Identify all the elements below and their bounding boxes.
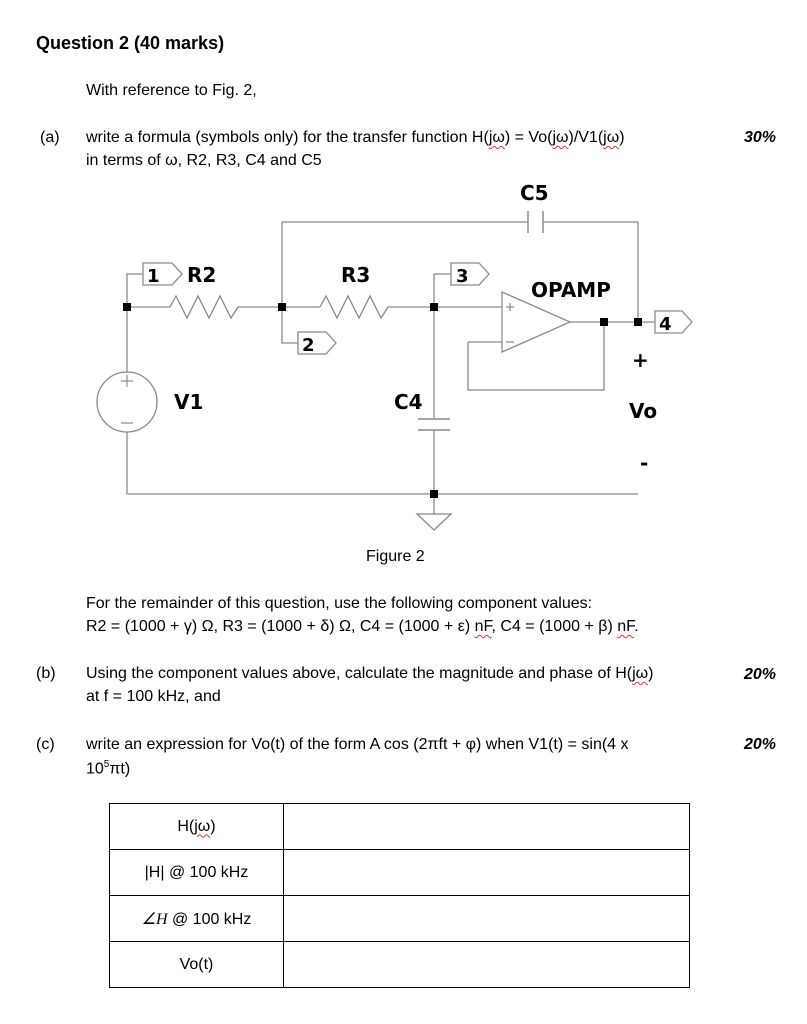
values-intro: For the remainder of this question, use the following component values: [86,595,593,612]
c4-label: C4 [394,390,423,414]
row-magnitude-label: |H| @ 100 kHz [110,850,284,896]
node-1-label: 1 [147,266,160,287]
table-row [110,850,690,896]
v1-label: V1 [174,390,204,414]
part-a-line2: in terms of ω, R2, R3, C4 and C5 [86,152,322,169]
part-a-label: (a) [40,129,60,146]
part-c-label: (c) [36,736,55,753]
row-magnitude-answer-cell[interactable] [284,850,690,896]
part-a-line1: write a formula (symbols only) for the transfer function H(jω) = Vo(jω)/V1(jω) [86,129,625,146]
node-4-label: 4 [659,314,672,335]
row-h-answer-cell[interactable] [284,804,690,850]
part-b-label: (b) [36,665,56,682]
answer-table [109,803,690,988]
intro-text: With reference to Fig. 2, [86,82,257,99]
figure-caption: Figure 2 [366,548,425,565]
question-title: Question 2 (40 marks) [36,33,225,53]
node-2-label: 2 [302,335,315,356]
table-row [110,942,690,988]
r3-label: R3 [341,263,371,287]
table-row [110,896,690,942]
opamp-label: OPAMP [531,278,611,302]
part-c-marks: 20% [744,736,777,753]
part-b-line1: Using the component values above, calculate the magnitude and phase of H(jω) [86,665,654,682]
part-b-marks: 20% [744,666,777,683]
row-vo-answer-cell[interactable] [284,942,690,988]
node-3-label: 3 [456,266,469,287]
part-c-line2: $10^5\pi t$) [86,759,131,778]
part-a-marks: 30% [744,129,777,146]
r2-label: R2 [187,263,217,287]
vo-minus-label: - [640,451,649,475]
vo-plus-label: + [632,348,649,372]
row-h-label: H(jω) [110,804,284,850]
c5-label: C5 [520,181,549,205]
vo-label: Vo [629,399,658,423]
part-b-line2: at f = 100 kHz, and [86,688,221,705]
values-line: R2 = (1000 + γ) Ω, R3 = (1000 + δ) Ω, C4 = (1000 + ε) nF, C4 = (1000 + β) nF. [86,618,639,635]
part-c-line1: write an expression for Vo(t) of the form A cos (2πft + φ) when V1(t) = sin(4 x [86,736,629,753]
table-row [110,804,690,850]
row-phase-label: ∠H @ 100 kHz [110,896,284,942]
row-vo-label: Vo(t) [110,942,284,988]
row-phase-answer-cell[interactable] [284,896,690,942]
